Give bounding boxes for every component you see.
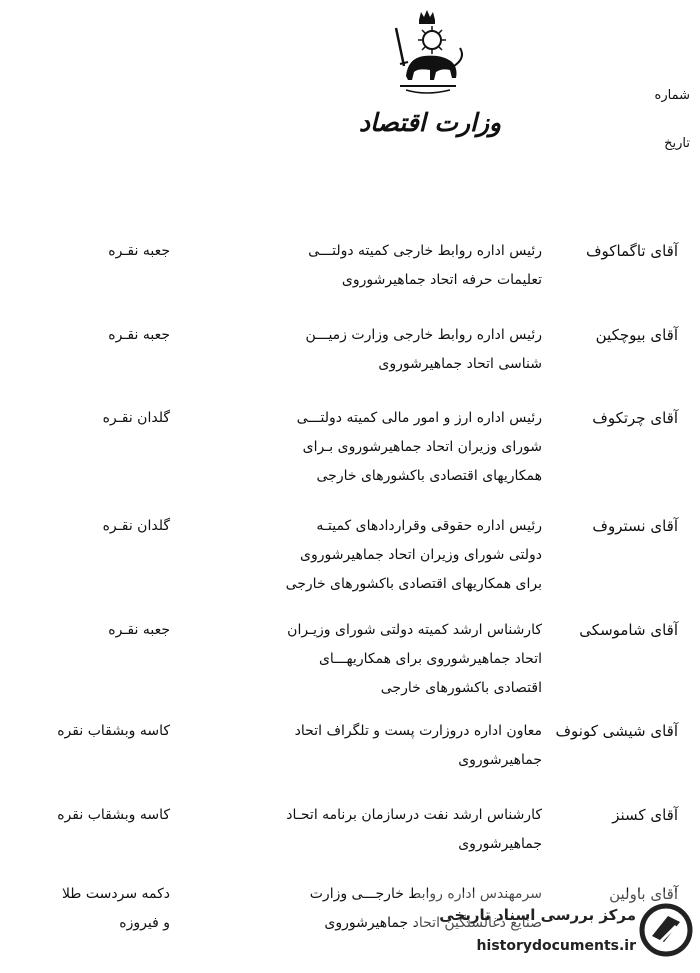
recipient-name: آقای تاگماکوف (586, 242, 678, 260)
gift-line: و فیروزه (119, 915, 170, 931)
recipient-name: آقای کسنز (612, 806, 678, 824)
title-line: اتحاد جماهیرشوروی برای همکاریهـــای (318, 651, 542, 667)
recipient-title (197, 404, 542, 491)
gift-item (40, 237, 170, 266)
gift-line: دکمه سردست طلا (61, 886, 170, 902)
title-line: جماهیرشوروی (458, 836, 542, 852)
gift-item (40, 616, 170, 645)
title-line: کارشناس ارشد کمیته دولتی شورای وزیـران (287, 622, 542, 638)
gift-line: جعبه نقـره (108, 243, 170, 259)
recipient-name: آقای شاموسکی (579, 621, 678, 639)
title-line: رئیس اداره ارز و امور مالی کمیته دولتـــی (296, 410, 542, 426)
gift-item (40, 512, 170, 541)
title-line: رئیس اداره روابط خارجی وزارت زمیـــن (305, 327, 542, 343)
title-line: معاون اداره دروزارت پست و تلگراف اتحاد (294, 723, 542, 739)
recipient-name: آقای بیوچکین (595, 326, 678, 344)
gift-line: جعبه نقـره (108, 622, 170, 638)
recipient-name: آقای نستروف (592, 517, 678, 535)
watermark-title: مرکز بررسی اسناد تاریخی (439, 906, 636, 924)
recipient-title (197, 801, 542, 859)
title-line: اقتصادی باکشورهای خارجی (380, 680, 542, 696)
date-label: تاریخ (664, 136, 690, 151)
recipient-title (197, 616, 542, 703)
watermark-url[interactable]: historydocuments.ir (476, 938, 636, 954)
recipient-title (197, 321, 542, 379)
gift-item (40, 321, 170, 350)
title-line: شناسی اتحاد جماهیرشوروی (378, 356, 542, 372)
gift-item (40, 717, 170, 746)
title-line: سرمهندس اداره روابط خارجـــی وزارت (309, 886, 542, 902)
recipient-name: آقای شیشی کونوف (555, 722, 678, 740)
title-line: شورای وزیران اتحاد جماهیرشوروی بـرای (302, 439, 542, 455)
gift-line: جعبه نقـره (108, 327, 170, 343)
title-line: دولتی شورای وزیران اتحاد جماهیرشوروی (300, 547, 542, 563)
gift-line: کاسه وبشقاب نقره (57, 723, 170, 739)
recipient-title (197, 512, 542, 599)
gift-line: گلدان نقـره (102, 518, 170, 534)
recipient-title (197, 237, 542, 295)
title-line: جماهیرشوروی (458, 752, 542, 768)
archive-logo-icon (638, 902, 694, 958)
recipient-name: آقای چرتکوف (592, 409, 678, 427)
title-line: رئیس اداره روابط خارجی کمیته دولتـــی (308, 243, 542, 259)
title-line: برای همکاریهای اقتصادی باکشورهای خارجی (285, 576, 542, 592)
recipient-title (197, 717, 542, 775)
title-line: صنایع ذغالسنگین اتحاد جماهیرشوروی (324, 915, 542, 931)
lion-and-sun-emblem-icon (386, 6, 468, 98)
ministry-title: وزارت اقتصاد (358, 108, 502, 137)
gift-item (40, 801, 170, 830)
gift-line: گلدان نقـره (102, 410, 170, 426)
recipient-name: آقای باولین (609, 885, 678, 903)
gift-item (40, 880, 170, 938)
title-line: رئیس اداره حقوقی وقراردادهای کمیتـه (316, 518, 542, 534)
title-line: کارشناس ارشد نفت درسازمان برنامه اتحـاد (286, 807, 542, 823)
title-line: همکاریهای اقتصادی باکشورهای خارجی (316, 468, 542, 484)
archive-watermark (416, 892, 700, 973)
gift-line: کاسه وبشقاب نقره (57, 807, 170, 823)
number-label: شماره (654, 88, 690, 103)
title-line: تعلیمات حرفه اتحاد جماهیرشوروی (341, 272, 542, 288)
gift-item (40, 404, 170, 433)
